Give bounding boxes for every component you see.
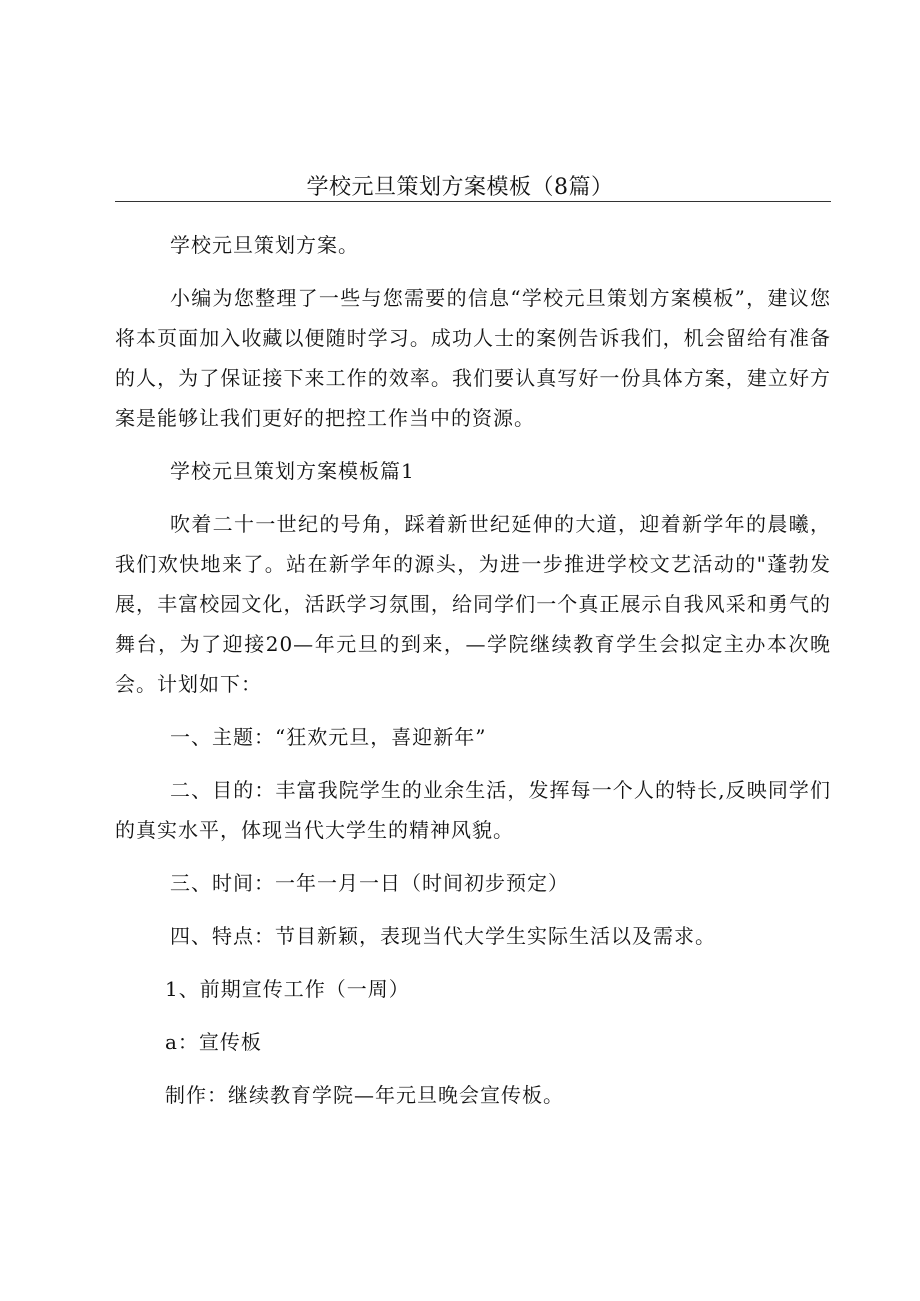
list-item-production: 制作：继续教育学院—年元旦晚会宣传板。 <box>165 1083 564 1107</box>
list-item-purpose: 二、目的：丰富我院学生的业余生活，发挥每一个人的特长,反映同学们的真实水平，体现当代大学生的精神风貌。 <box>115 778 831 842</box>
body-paragraph: 吹着二十一世纪的号角，踩着新世纪延伸的大道，迎着新学年的晨曦，我们欢快地来了。站在新学年的源头，为进一步推进学校文艺活动的"蓬勃发展，丰富校园文化，活跃学习氛围，给同学们一个真正展示自我风采和勇气的舞台，为了迎接20—年元旦的到来，—学院继续教育学生会拟定主办本次晚会。计划如下： <box>115 512 831 696</box>
list-item-publicity: 1、前期宣传工作（一周） <box>165 977 410 1001</box>
document-body <box>115 225 831 1115</box>
title-underline <box>115 201 831 202</box>
list-item-theme: 一、主题：“狂欢元旦，喜迎新年” <box>170 725 487 749</box>
list-item-board: a：宣传板 <box>165 1030 262 1054</box>
section-heading: 学校元旦策划方案模板篇1 <box>170 459 415 483</box>
intro-line: 学校元旦策划方案。 <box>170 233 359 257</box>
document-title: 学校元旦策划方案模板（8篇） <box>306 175 614 200</box>
list-item-features: 四、特点：节目新颖，表现当代大学生实际生活以及需求。 <box>170 924 716 948</box>
list-item-time: 三、时间：一年一月一日（时间初步预定） <box>170 871 569 895</box>
intro-paragraph: 小编为您整理了一些与您需要的信息“学校元旦策划方案模板”，建议您将本页面加入收藏以便随时学习。成功人士的案例告诉我们，机会留给有准备的人，为了保证接下来工作的效率。我们要认真写好一份具体方案，建立好方案是能够让我们更好的把控工作当中的资源。 <box>115 286 831 430</box>
